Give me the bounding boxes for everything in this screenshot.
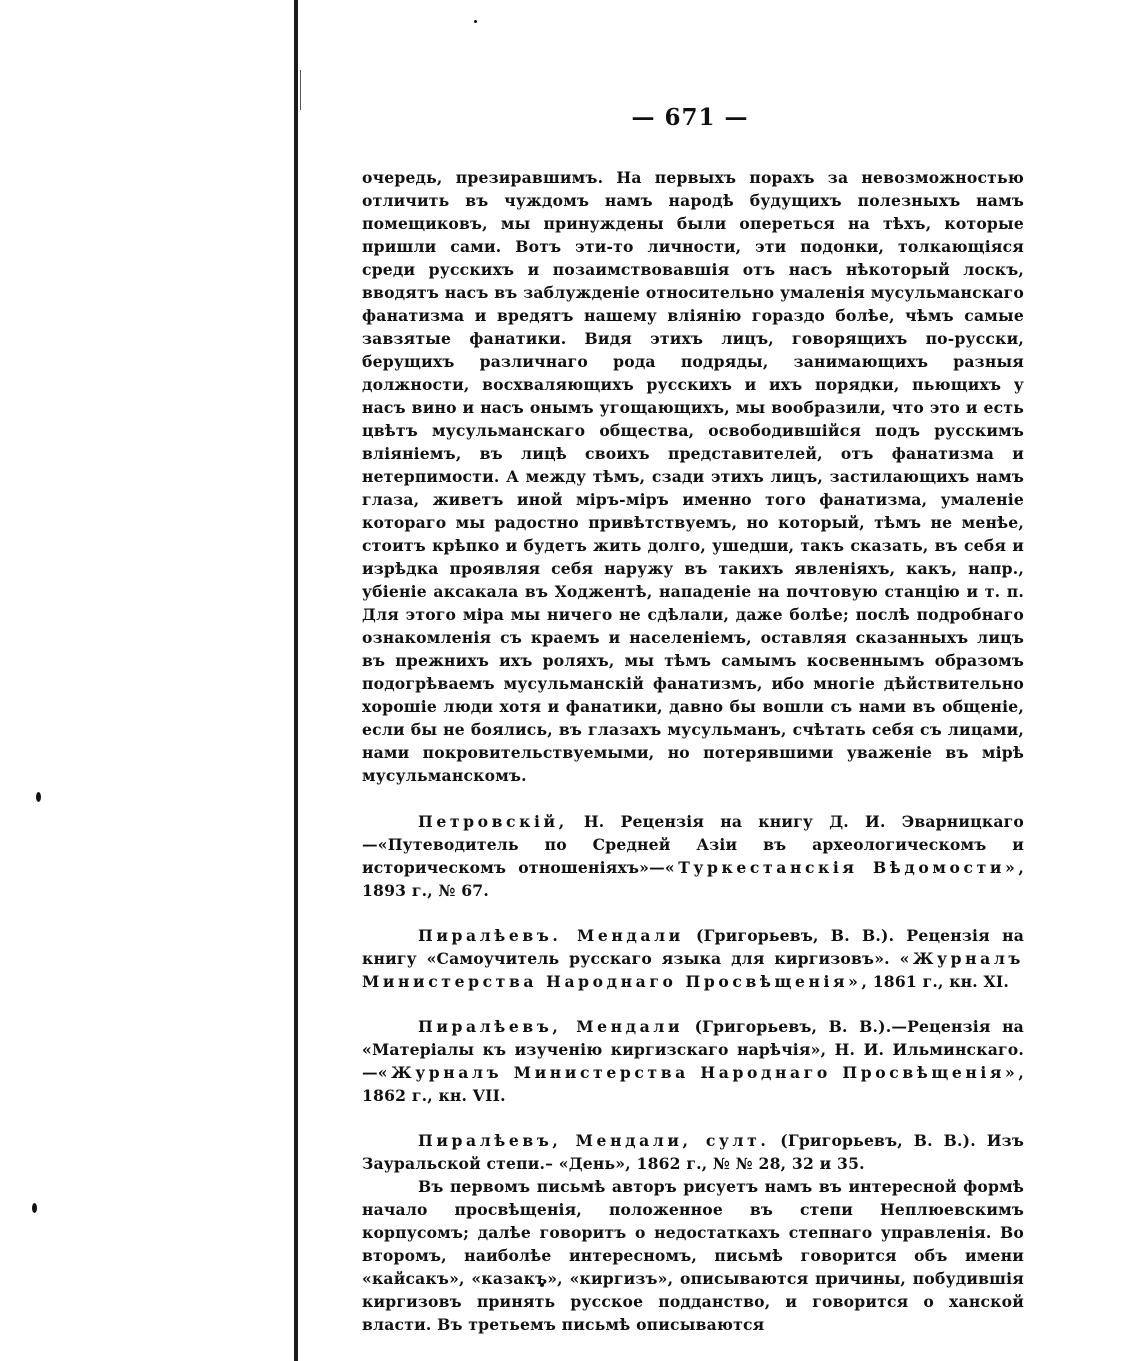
binding-edge-mark xyxy=(300,70,301,110)
entry-source: «Туркестанскія Вѣдомости» xyxy=(664,858,1019,877)
scan-speck xyxy=(32,1203,37,1213)
annotation-paragraph: Въ первомъ письмѣ авторъ рисуетъ намъ въ интересной формѣ начало просвѣщенія, положенное въ степи Неплюевскимъ корпусомъ; далѣе говоритъ о недостаткахъ степнаго управленія. Во второмъ, наиболѣе интересномъ, письмѣ говорится объ имени «кайсакъ», «казакъ», «киргизъ», описываются причины, побудившія киргизовъ принять русское подданство, и говорится о ханской власти. Въ третьемъ письмѣ описываются xyxy=(362,1177,1024,1334)
text-column xyxy=(362,166,1024,1336)
page-number: — 671 — xyxy=(631,104,749,131)
binding-edge-rule xyxy=(294,0,298,1361)
entry-tail: , 1861 г., кн. XI. xyxy=(861,972,1009,991)
entry-text: (Григорьевъ, В. В.). Рецензія на книгу «Самоучитель русскаго языка для киргизовъ». xyxy=(362,926,1024,968)
entry-author: Пиралѣевъ, Мендали, султ. xyxy=(418,1131,770,1150)
scan-speck xyxy=(36,792,41,802)
bibliography-entry xyxy=(362,810,1024,902)
entry-text: Н. Рецензія на книгу Д. И. Эварницкаго—«Путеводитель по Средней Азіи въ археологическомъ и историческомъ отношеніяхъ»— xyxy=(362,812,1024,877)
body-paragraph: очередь, презиравшимъ. На первыхъ порахъ за невозможностью отличить въ чуждомъ намъ народѣ будущихъ полезныхъ намъ помещиковъ, мы принуждены были опереться на тѣхъ, которые пришли сами. Вотъ эти-то личности, эти подонки, толкающіяся среди русскихъ и позаимствовавшія отъ насъ нѣкоторый лоскъ, вводятъ насъ въ заблужденіе относительно умаленія мусульманскаго фанатизма и вредятъ нашему вліянію гораздо болѣе, чѣмъ самые завзятые фанатики. Видя этихъ лицъ, говорящихъ по-русски, берущихъ различнаго рода подряды, занимающихъ разныя должности, восхваляющихъ русскихъ и ихъ порядки, пьющихъ у насъ вино и насъ онымъ угощающихъ, мы вообразили, что это и есть цвѣтъ мусульманскаго общества, освободившійся подъ русскимъ вліяніемъ, въ лицѣ своихъ представителей, отъ фанатизма и нетерпимости. А между тѣмъ, сзади этихъ лицъ, застилающихъ намъ глаза, живетъ иной міръ-міръ именно того фанатизма, умаленіе котораго мы радостно привѣтствуемъ, но который, тѣмъ не менѣе, стоитъ крѣпко и будетъ жить долго, ушедши, такъ сказать, въ себя и изрѣдка проявляя себя наружу въ такихъ явленіяхъ, какъ, напр., убіеніе аксакала въ Ходжентѣ, нападеніе на почтовую станцію и т. п. Для этого міра мы ничего не сдѣлали, даже болѣе; послѣ подробнаго ознакомленія съ краемъ и населеніемъ, оставляя сказанныхъ лицъ въ прежнихъ ихъ роляхъ, мы тѣмъ самымъ косвеннымъ образомъ подогрѣваемъ мусульманскій фанатизмъ, ибо многіе дѣйствительно хорошіе люди хотя и фанатики, давно бы вошли съ нами въ общеніе, если бы не боялись, въ глазахъ мусульманъ, счѣтать себя съ лицами, нами покровительствуемыми, но потерявшими уваженіе въ мірѣ мусульманскомъ. xyxy=(362,168,1024,785)
entry-author: Петровскій, xyxy=(418,812,568,831)
scan-speck xyxy=(474,20,477,23)
bibliography-entry xyxy=(362,924,1024,993)
entry-author: Пиралѣевъ, Мендали xyxy=(418,1017,684,1036)
entry-source: «Журналъ Министерства Народнаго Просвѣщенія» xyxy=(377,1063,1019,1082)
entry-text: (Григорьевъ, В. В.).—Рецензія на «Матеріалы къ изученію киргизскаго нарѣчія», Н. И. Ильминскаго.— xyxy=(362,1017,1024,1082)
entry-text: (Григорьевъ, В. В.). Изъ Зауральской степи.– «День», 1862 г., № № 28, 32 и 35. xyxy=(362,1131,1024,1173)
entry-source: «Журналъ Министерства Народнаго Просвѣщенія» xyxy=(362,949,1024,991)
entry-tail: , 1862 г., кн. VII. xyxy=(362,1063,1024,1105)
entry-tail: , 1893 г., № 67. xyxy=(362,858,1024,900)
bibliography-entry xyxy=(362,1129,1024,1175)
entry-author: Пиралѣевъ. Мендали xyxy=(418,926,684,945)
bibliography-entry xyxy=(362,1015,1024,1107)
